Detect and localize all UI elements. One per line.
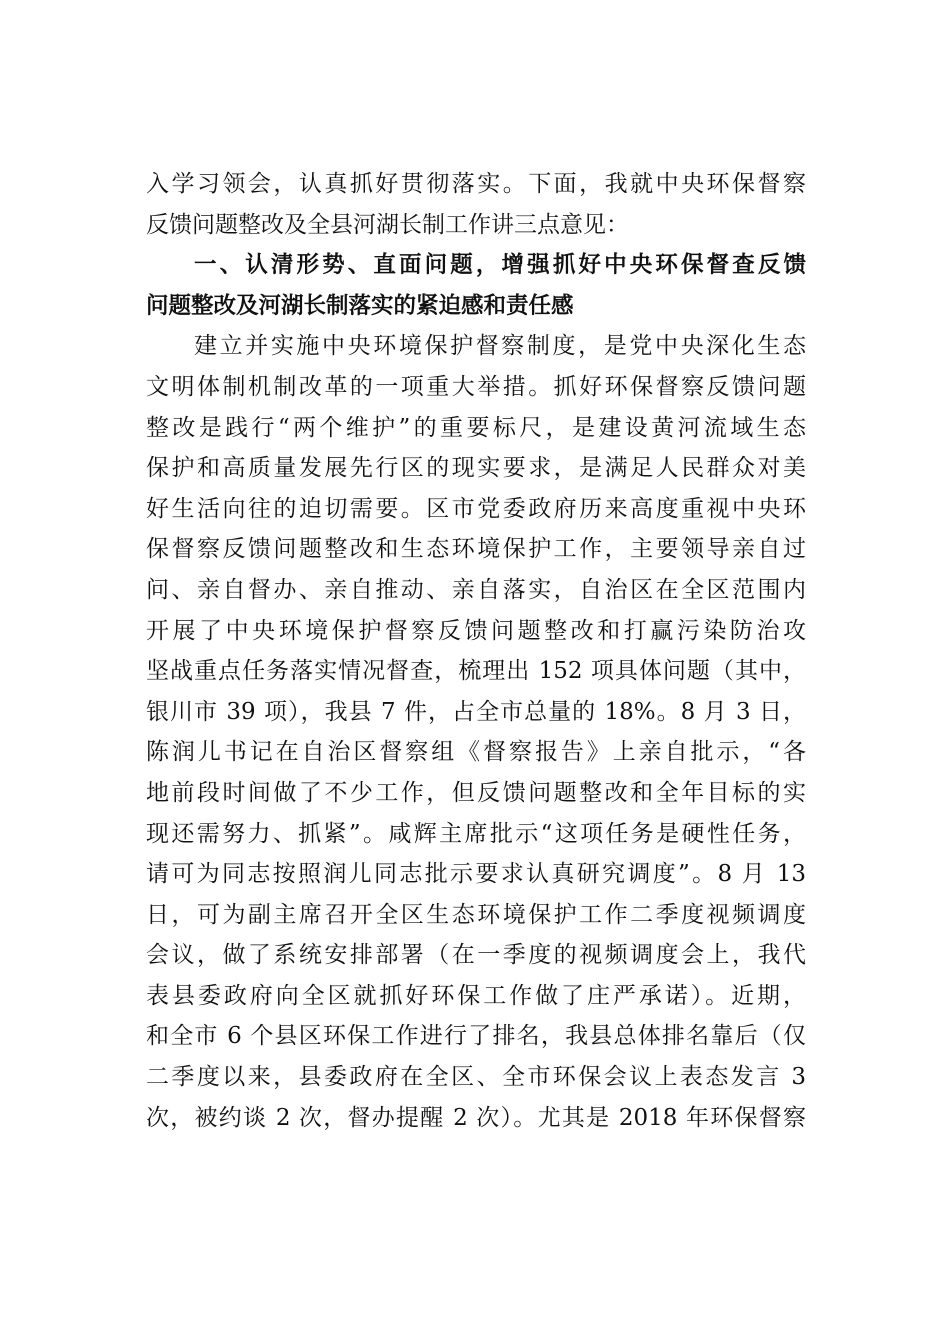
section-heading-line: 问题整改及河湖长制落实的紧迫感和责任感 [146,292,574,319]
body-line: 建立并实施中央环境保护督察制度，是党中央深化生态 [194,333,806,360]
body-line: 日，可为副主席召开全区生态环境保护工作二季度视频调度 [146,901,806,928]
body-line: 次，被约谈 2 次，督办提醒 2 次）。尤其是 2018 年环保督察 [146,1104,806,1131]
body-line: 地前段时间做了不少工作，但反馈问题整改和全年目标的实 [146,779,806,806]
intro-line: 反馈问题整改及全县河湖长制工作讲三点意见： [146,211,629,238]
body-line: 会议，做了系统安排部署（在一季度的视频调度会上，我代 [146,942,806,969]
document-text [146,164,806,1138]
body-line: 坚战重点任务落实情况督查，梳理出 152 项具体问题（其中， [146,658,806,685]
body-line: 陈润儿书记在自治区督察组《督察报告》上亲自批示，“各 [146,739,806,766]
body-line: 表县委政府向全区就抓好环保工作做了庄严承诺）。近期， [146,982,806,1009]
section-heading-line: 一、认清形势、直面问题，增强抓好中央环保督查反馈 [194,252,806,279]
body-line: 现还需努力、抓紧”。咸辉主席批示“这项任务是硬性任务， [146,820,806,847]
body-line: 开展了中央环境保护督察反馈问题整改和打赢污染防治攻 [146,617,806,644]
intro-line: 入学习领会，认真抓好贯彻落实。下面，我就中央环保督察 [146,171,806,197]
body-line: 请可为同志按照润儿同志批示要求认真研究调度”。8 月 13 [146,861,806,888]
body-line: 二季度以来，县委政府在全区、全市环保会议上表态发言 3 [146,1064,806,1091]
body-line: 保督察反馈问题整改和生态环境保护工作，主要领导亲自过 [146,536,806,563]
body-line: 整改是践行“两个维护”的重要标尺，是建设黄河流域生态 [146,414,806,441]
body-line: 好生活向往的迫切需要。区市党委政府历来高度重视中央环 [146,495,806,522]
body-line: 文明体制机制改革的一项重大举措。抓好环保督察反馈问题 [146,373,806,400]
body-line: 保护和高质量发展先行区的现实要求，是满足人民群众对美 [146,455,806,482]
body-line: 问、亲自督办、亲自推动、亲自落实，自治区在全区范围内 [146,576,806,603]
body-line: 银川市 39 项），我县 7 件，占全市总量的 18%。8 月 3 日， [146,698,806,725]
body-line: 和全市 6 个县区环保工作进行了排名，我县总体排名靠后（仅 [146,1023,806,1050]
